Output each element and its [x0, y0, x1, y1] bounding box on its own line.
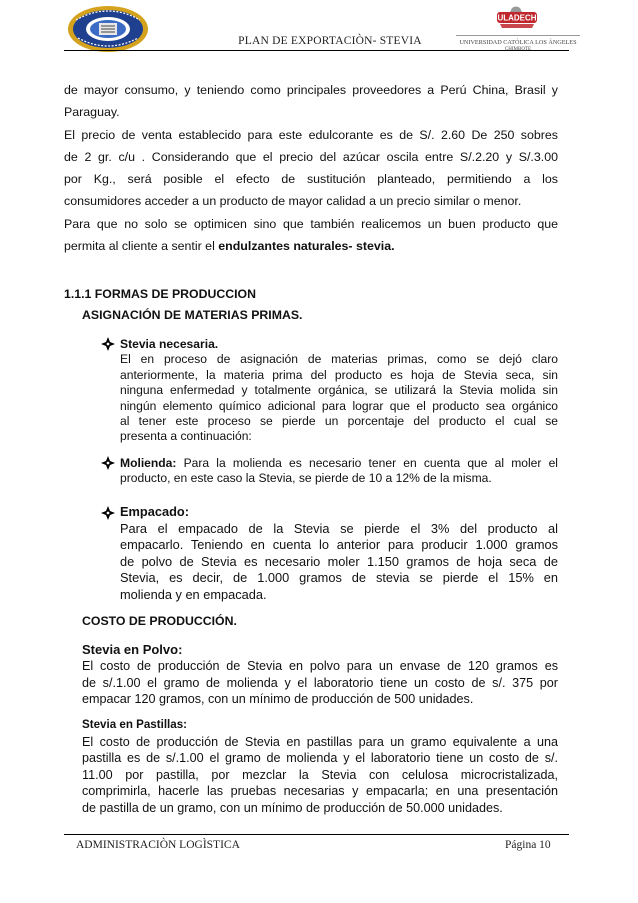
- subsection-heading: ASIGNACIÓN DE MATERIAS PRIMAS.: [82, 308, 303, 322]
- text-line: pastilla es de s/.1.00 el gramo de molienda y el laboratorio tiene un costo de s/.: [82, 751, 558, 766]
- svg-text:CHIMBOTE: CHIMBOTE: [504, 47, 532, 50]
- text-line: Para el empacado de la Stevia se pierde el 3% del producto al: [120, 520, 558, 536]
- text-line: de pastilla de un gramo, con un mínimo de producción de 50.000 unidades.: [82, 800, 503, 815]
- svg-text:ULADECH: ULADECH: [497, 13, 537, 23]
- svg-text:UNIVERSIDAD CATÓLICA LOS ÁNGEL: UNIVERSIDAD CATÓLICA LOS ÁNGELES: [459, 39, 577, 46]
- text-line: 11.00 por pastilla, por mezclar la Stevia con celulosa microcristalizada,: [82, 767, 558, 782]
- text-line: empacar 120 gramos, con un mínimo de producción de 500 unidades.: [82, 692, 474, 707]
- text-line: empacarlo. Teniendo en cuenta lo anterior para producir 1.000 gramos: [120, 537, 558, 552]
- university-crest-logo: [66, 4, 150, 54]
- uladech-logo: [456, 6, 580, 50]
- polvo-title: Stevia en Polvo:: [82, 642, 183, 657]
- text-line: por Kg., será posible el efecto de sustitución planteado, permitiendo a los: [64, 172, 558, 187]
- text-line: [120, 456, 558, 471]
- text-line: de 2 gr. c/u . Considerando que el precio del azúcar oscila entre S/.2.20 y S/.3.00: [64, 149, 558, 164]
- diamond-bullet-icon: [101, 337, 115, 351]
- header-title: PLAN DE EXPORTACIÒN- STEVIA: [238, 35, 422, 47]
- text-line: de polvo de Stevia es necesario moler 1.150 gramos de hoja seca de: [120, 553, 558, 569]
- diamond-bullet-icon: [101, 456, 115, 470]
- footer-divider: [64, 834, 569, 835]
- text-line: El costo de producción de Stevia en pastillas para un gramo equivalente a una: [82, 735, 558, 749]
- text-line: anteriormente, la materia prima del producto es hoja de Stevia seca, sin: [120, 367, 558, 382]
- section-heading: 1.1.1 FORMAS DE PRODUCCION: [64, 287, 256, 301]
- text-line: ninguna enfermedad y totalmente orgánica, se utilizará la Stevia molida sin: [120, 383, 558, 398]
- text-line: El costo de producción de Stevia en polvo para un envase de 120 gramos es: [82, 659, 558, 674]
- text-line: al tener este proceso se pierde un porcentaje del producto el cual se: [120, 414, 558, 429]
- text-line: de s/.1.00 el gramo de molienda y el laboratorio tiene un costo de s/. 375 por: [82, 675, 558, 690]
- text-line: Paraguay.: [64, 105, 120, 120]
- bullet-empacado: [120, 504, 558, 603]
- text-line: producto, en este caso la Stevia, se pierde de 10 a 12% de la misma.: [120, 471, 492, 486]
- bullet-molienda: [120, 456, 558, 487]
- polvo-section: [82, 642, 558, 708]
- text-line: Para que no solo se optimicen sino que también realicemos un buen producto que: [64, 216, 558, 231]
- text-line: [64, 235, 558, 257]
- text-line: molienda y en empacada.: [120, 586, 267, 602]
- footer-course-name: ADMINISTRACIÒN LOGÌSTICA: [76, 839, 240, 851]
- bullet-title: Molienda:: [120, 456, 177, 470]
- header-divider: [64, 50, 569, 51]
- text-line: consumidores acceder a un producto de mayor calidad a un precio similar o menor.: [64, 194, 522, 209]
- text-line: Stevia, es decir, de 1.000 gramos de stevia se pierde el 15% en: [120, 570, 558, 585]
- text-run: permita al cliente a sentir el: [64, 239, 219, 254]
- text-line: El en proceso de asignación de materias primas, como se dejó claro: [120, 352, 558, 367]
- intro-paragraph: [64, 79, 558, 257]
- text-line: presenta a continuación:: [120, 429, 252, 444]
- text-line: de mayor consumo, y teniendo como principales proveedores a Perú China, Brasil y: [64, 83, 558, 97]
- pastillas-title: Stevia en Pastillas:: [82, 718, 188, 731]
- cost-heading: COSTO DE PRODUCCIÓN.: [82, 614, 237, 628]
- bullet-title: Empacado:: [120, 504, 189, 519]
- text-line: El precio de venta establecido para este edulcorante es de S/. 2.60 De 250 sobres: [64, 127, 558, 142]
- text-run: Para la molienda es necesario tener en cuenta que al moler el: [176, 456, 558, 470]
- text-line: comprimirla, hacerle las pruebas necesarias y empacarla; en una presentación: [82, 784, 558, 799]
- page-number: Página 10: [505, 839, 551, 851]
- emphasis-text: endulzantes naturales- stevia.: [218, 239, 395, 254]
- diamond-bullet-icon: [101, 506, 115, 520]
- pastillas-section: [82, 734, 558, 816]
- bullet-title: Stevia necesaria.: [120, 337, 219, 351]
- bullet-stevia-necesaria: [120, 337, 558, 445]
- text-line: ningún elemento químico adicional para lograr que el producto sea orgánico: [120, 398, 558, 413]
